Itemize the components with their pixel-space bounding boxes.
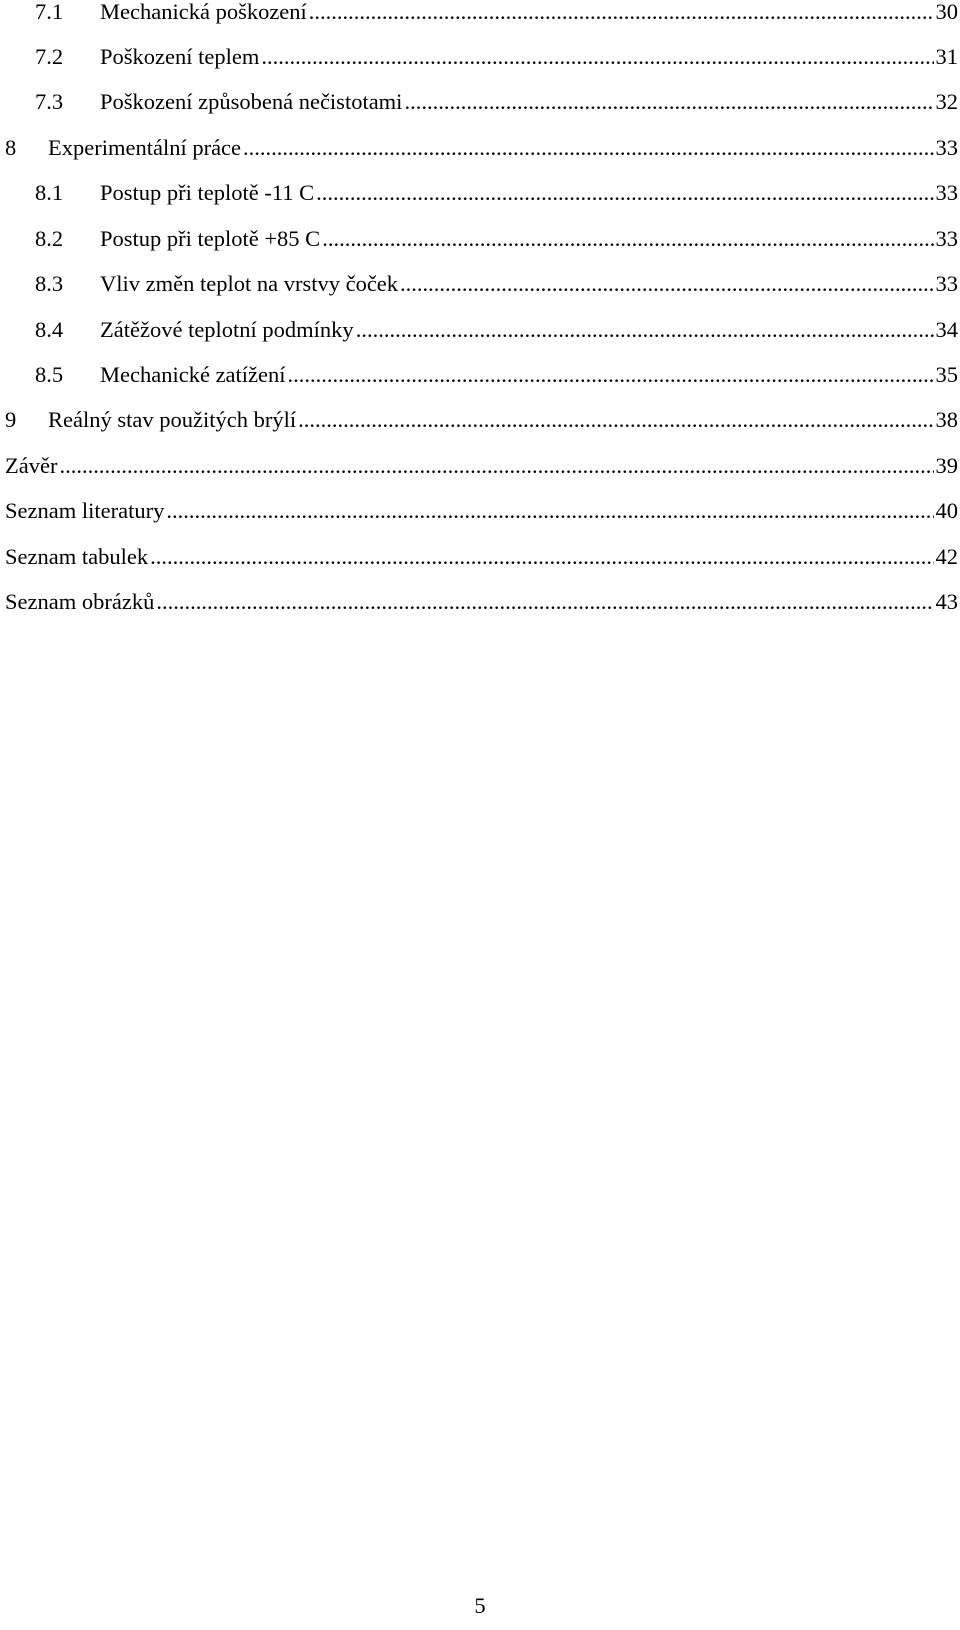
dot-leader: [298, 402, 933, 438]
dot-leader: [356, 312, 934, 348]
dot-leader: [243, 130, 933, 166]
toc-entry-number: 8.5: [35, 362, 64, 387]
dot-leader: [400, 266, 933, 302]
toc-entry-number: 8.3: [35, 271, 64, 296]
toc-entry-7-2[interactable]: [35, 39, 958, 75]
dot-leader: [288, 357, 934, 393]
dot-leader: [59, 448, 933, 484]
toc-entry-title: Seznam tabulek: [5, 544, 149, 569]
toc-entry-8-3[interactable]: [35, 266, 958, 302]
toc-entry-seznam-obrazku[interactable]: [5, 584, 958, 620]
toc-entry-number: 7.3: [35, 89, 64, 114]
dot-leader: [322, 221, 933, 257]
toc-entry-8[interactable]: [5, 130, 958, 166]
toc-entry-7-1[interactable]: [35, 0, 958, 30]
toc-entry-page: 43: [935, 589, 958, 614]
toc-entry-page: 31: [935, 44, 958, 69]
toc-entry-number: 8.4: [35, 317, 64, 342]
toc-entry-title: Reálný stav použitých brýlí: [48, 407, 297, 432]
toc-entry-page: 33: [935, 226, 958, 251]
toc-entry-8-1[interactable]: [35, 175, 958, 211]
toc-entry-7-3[interactable]: [35, 84, 958, 120]
toc-entry-title: Poškození teplem: [100, 44, 260, 69]
toc-entry-title: Postup při teplotě +85 C: [100, 226, 321, 251]
toc-entry-page: 32: [935, 89, 958, 114]
toc-entry-page: 38: [935, 407, 958, 432]
toc-entry-number: 9: [5, 407, 17, 432]
dot-leader: [316, 175, 933, 211]
toc-entry-title: Vliv změn teplot na vrstvy čoček: [100, 271, 399, 296]
toc-entry-page: 34: [935, 317, 958, 342]
toc-entry-title: Mechanické zatížení: [100, 362, 286, 387]
toc-entry-page: 39: [935, 453, 958, 478]
toc-entry-title: Zátěžové teplotní podmínky: [100, 317, 354, 342]
toc-entry-8-5[interactable]: [35, 357, 958, 393]
toc-entry-page: 33: [935, 271, 958, 296]
toc-entry-seznam-tabulek[interactable]: [5, 539, 958, 575]
toc-entry-8-4[interactable]: [35, 312, 958, 348]
toc-entry-title: Experimentální práce: [48, 135, 242, 160]
toc-entry-title: Mechanická poškození: [100, 0, 307, 24]
toc-entry-page: 33: [935, 180, 958, 205]
toc-entry-8-2[interactable]: [35, 221, 958, 257]
toc-entry-title: Závěr: [5, 453, 58, 478]
toc-entry-zaver[interactable]: [5, 448, 958, 484]
toc-entry-title: Seznam obrázků: [5, 589, 155, 614]
toc-entry-number: 7.1: [35, 0, 64, 24]
toc-entry-page: 33: [935, 135, 958, 160]
toc-entry-number: 8: [5, 135, 17, 160]
dot-leader: [156, 584, 933, 620]
toc-entry-number: 7.2: [35, 44, 64, 69]
toc-entry-page: 42: [935, 544, 958, 569]
toc-entry-title: Poškození způsobená nečistotami: [100, 89, 403, 114]
page-number: 5: [474, 1593, 486, 1618]
toc-entry-page: 35: [935, 362, 958, 387]
toc-entry-seznam-literatury[interactable]: [5, 493, 958, 529]
toc-entry-page: 30: [935, 0, 958, 24]
toc-entry-number: 8.1: [35, 180, 64, 205]
toc-entry-page: 40: [935, 498, 958, 523]
dot-leader: [309, 0, 934, 30]
toc-entry-number: 8.2: [35, 226, 64, 251]
dot-leader: [150, 539, 933, 575]
dot-leader: [404, 84, 933, 120]
toc-entry-9[interactable]: [5, 402, 958, 438]
dot-leader: [166, 493, 933, 529]
dot-leader: [261, 39, 933, 75]
toc-entry-title: Seznam literatury: [5, 498, 165, 523]
toc-entry-title: Postup při teplotě -11 C: [100, 180, 315, 205]
